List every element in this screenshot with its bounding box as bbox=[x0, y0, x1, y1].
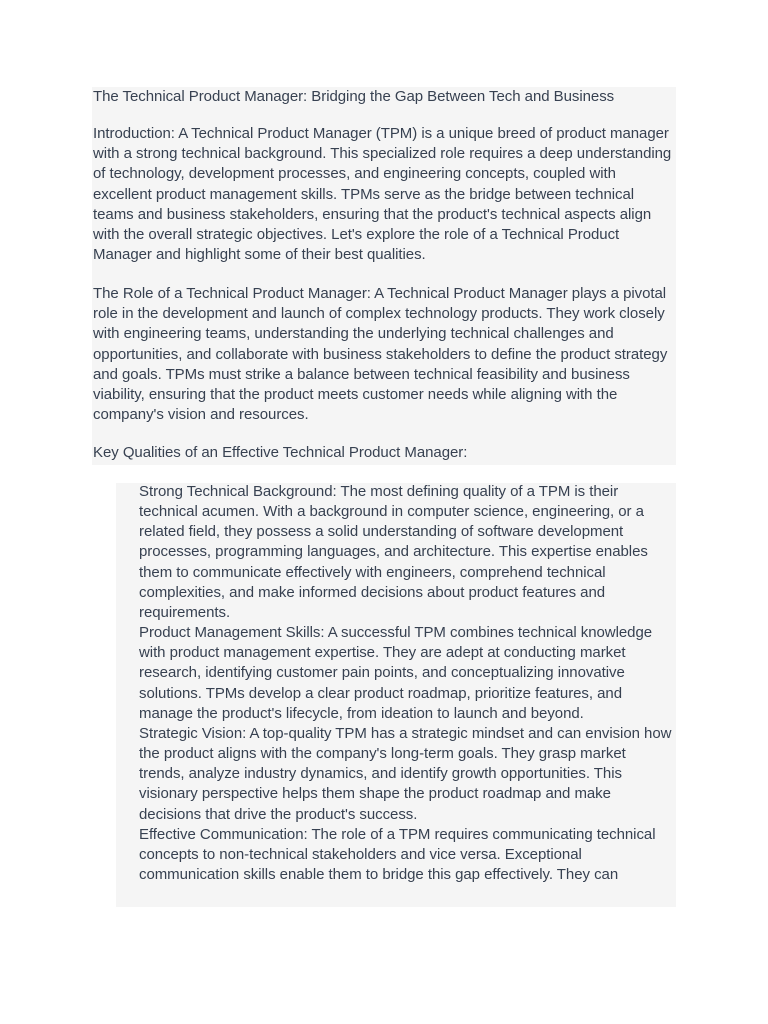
document-title: The Technical Product Manager: Bridging the Gap Between Tech and Business bbox=[93, 88, 615, 105]
list-item: Effective Communication: The role of a TPM requires communicating technical concepts to non-technical stakeholders and vice versa. Exceptional communication skills enable them to bridge this gap effectively. They can bbox=[139, 825, 656, 883]
list-item: Product Management Skills: A successful TPM combines technical knowledge with product management expertise. They are adept at conducting market research, identifying customer pain points, and conceptualizing innovative solutions. TPMs develop a clear product roadmap, prioritize features, and manage the product's lifecycle, from ideation to launch and beyond. bbox=[139, 624, 653, 722]
qualities-heading: Key Qualities of an Effective Technical Product Manager: bbox=[93, 444, 468, 461]
intro-paragraph: Introduction: A Technical Product Manager (TPM) is a unique breed of product manager with a strong technical background. This specialized role requires a deep understanding of technology, development processes, and engineering concepts, coupled with excellent product management skills. TPMs serve as the bridge between technical teams and business stakeholders, ensuring that the product's technical aspects align with the overall strategic objectives. Let's explore the role of a Technical Product Manager and highlight some of their best qualities. bbox=[93, 125, 672, 264]
list-item: Strategic Vision: A top-quality TPM has a strategic mindset and can envision how the product aligns with the company's long-term goals. They grasp market trends, analyze industry dynamics, and identify growth opportunities. This visionary perspective helps them shape the product roadmap and make decisions that drive the product's success. bbox=[139, 724, 672, 823]
qualities-list bbox=[139, 482, 674, 906]
role-paragraph: The Role of a Technical Product Manager: A Technical Product Manager plays a pivotal role in the development and launch of complex technology products. They work closely with engineering teams, understanding the underlying technical challenges and opportunities, and collaborate with business stakeholders to define the product strategy and goals. TPMs must strike a balance between technical feasibility and business viability, ensuring that the product meets customer needs while aligning with the company's vision and resources. bbox=[93, 285, 668, 424]
list-item: Strong Technical Background: The most defining quality of a TPM is their technical acumen. With a background in computer science, engineering, or a related field, they possess a solid understanding of software development processes, programming languages, and architecture. This expertise enables them to communicate effectively with engineers, comprehend technical complexities, and make informed decisions about product features and requirements. bbox=[139, 483, 648, 621]
